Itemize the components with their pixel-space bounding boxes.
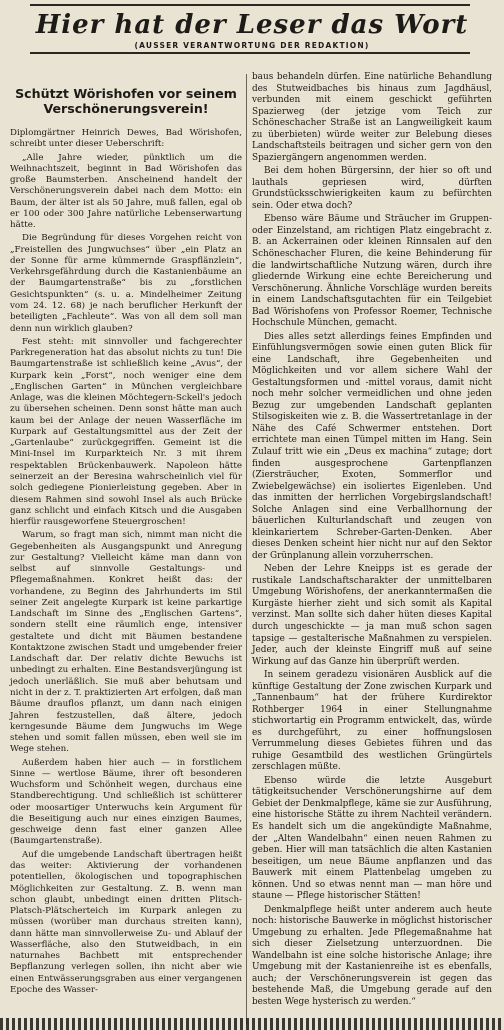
masthead-rule-top: [30, 4, 470, 6]
article-paragraph: Ebenso würde die letzte Ausgeburt tätigkeitsuchender Verschönerungshirne auf dem Gebiet der Denkmalpflege, käme sie zur Ausführung, eine historische Stätte zu ihrem Nachteil verändern. Es handelt sich um die angekündigte Maßnahme, der „Alten Wandelbahn“ einen neuen Rahmen zu geben. Hier will man tatsächlich die alten Kastanien beseitigen, um neue Bäume anpflanzen und das Bauwerk mit einem Plattenbelag umgeben zu können. Und so etwas nennt man — man höre und staune — Pflege historischer Stätten!: [252, 775, 492, 902]
article-paragraph: Neben der Lehre Kneipps ist es gerade der rustikale Landschaftscharakter der unmittelbaren Umgebung Wörishofens, der anerkanntermaßen die Kurgäste hierher zieht und sich somit als Kapital verzinst. Man sollte sich daher hüten dieses Kapital durch ungeschickte — ja man muß schon sagen tapsige — gestalterische Maßnahmen zu verspielen. Jeder, auch der kleinste Eingriff muß auf seine Wirkung auf das Ganze hin überprüft werden.: [252, 564, 492, 667]
page-bottom-border: [0, 1018, 504, 1030]
article-paragraph: Warum, so fragt man sich, nimmt man nicht die Gegebenheiten als Ausgangspunkt und Anregung zur Gestaltung? Vielleicht käme man dann von selbst auf sinnvolle Gestaltungs- und Pflegemaßnahmen. Konkret heißt das: der vorhandene, zu Beginn des Jahrhunderts im Stil seiner Zeit angelegte Kurpark ist keine parkartige Landschaft im Sinne des „Englischen Gartens“, sondern stellt eine räumlich enge, intensiver gestaltete und dicht mit Bäumen bestandene Kontaktzone zwischen Stadt und umgebender freier Landschaft dar. Der relativ dichte Bewuchs ist unbedingt zu erhalten. Eine Bestandsverjüngung ist jedoch unerläßlich. Sie muß aber behutsam und nicht in der z. T. praktizierten Art erfolgen, daß man Bäume drauflos pflanzt, um dann nach einigen Jahren festzustellen, daß ältere, jedoch kerngesunde Bäume dem Jungwuchs im Wege stehen und somit fallen müssen, eben weil sie im Wege stehen.: [10, 530, 242, 755]
article-paragraph: „Alle Jahre wieder, pünktlich um die Weihnachtszeit, beginnt in Bad Wörishofen das große Baumsterben. Anscheinend handelt der Verschönerungsverein dabei nach dem Motto: ein Baum, der älter ist als 50 Jahre, muß fallen, egal ob er 100 oder 300 Jahre natürliche Lebenserwartung hätte.: [10, 152, 242, 231]
article-column-right: [252, 72, 492, 1011]
article-paragraph: Bei dem hohen Bürgersinn, der hier so oft und lauthals gepriesen wird, dürften Grundstücksschwierigkeiten kaum zu befürchten sein. Oder etwa doch?: [252, 166, 492, 211]
article-paragraph: Diplomgärtner Heinrich Dewes, Bad Wörishofen, schreibt unter dieser Ueberschrift:: [10, 128, 242, 150]
article-headline: Schützt Wörishofen vor seinem Verschönerungsverein!: [15, 86, 237, 116]
article-paragraph: Auf die umgebende Landschaft übertragen heißt das weiter: Aktivierung der vorhandenen potentiellen, ökologischen und topographischen Möglichkeiten zur Gestaltung. Z. B. wenn man schon glaubt, unbedingt einen dritten Plitsch-Platsch-Plätscherteich im Kurpark anlegen zu müssen (worüber man durchaus streiten kann), dann hätte man sinnvollerweise Zu- und Ablauf der Wasserfläche, also den Stutweidbach, in ein naturnahes Bachbett mit entsprechender Bepflanzung verlegen sollen, ihn nicht aber wie einen Entwässerungsgraben aus einer vergangenen Epoche des Wasser-: [10, 849, 242, 995]
article-paragraph: baus behandeln dürfen. Eine natürliche Behandlung des Stutweidbaches bis hinaus zum Jagdhäusl, verbunden mit einem geschickt geführten Spazierweg (der jetzige vom Teich zur Schöneschacher Straße ist an Langweiligkeit kaum zu überbieten) würde weiter zur Belebung dieses Landschaftsteils beitragen und sicher gern von den Spaziergängern angenommen werden.: [252, 72, 492, 163]
article-column-left: [10, 76, 242, 998]
article-paragraph: Außerdem haben hier auch — in forstlichem Sinne — wertlose Bäume, ihrer oft besonderen Wuchsform und Schönheit wegen, durchaus eine Standberechtigung. Und schließlich ist schütterer oder moosartiger Unterwuchs kein Argument für die Beseitigung auch nur eines einzigen Baumes, geschweige denn fast einer ganzen Allee (Baumgartenstraße).: [10, 757, 242, 847]
article-paragraph: Ebenso wäre Bäume und Sträucher im Gruppen- oder Einzelstand, am richtigen Platz eingebracht z. B. an Ackerrainen oder kleinen Rinnsalen auf den Schöneschacher Fluren, die keine Behinderung für die landwirtschaftliche Nutzung wären, durch ihre gliedernde Wirkung eine echte Bereicherung und Verschönerung. Ähnliche Vorschläge wurden bereits in einem Landschaftsgutachten für ein Teilgebiet Bad Wörishofens von Professor Roemer, Technische Hochschule München, gemacht.: [252, 214, 492, 329]
article-paragraph: Fest steht: mit sinnvoller und fachgerechter Parkregeneration hat das absolut nichts zu tun! Die Baumgartenstraße ist schließlich keine „Avus“, der Kurpark kein „Forst“, noch weniger eine dem „Englischen Garten“ in München vergleichbare Anlage, was die kleinen Möchtegern-Sckell's jedoch zu übersehen scheinen. Denn sonst hätte man auch kaum bei der Anlage der neuen Wasserfläche im Kurpark auf Gestaltungsmittel aus der Zeit der „Gartenlaube“ zurückgegriffen. Gemeint ist die Mini-Insel im Kurparkteich Nr. 3 mit ihrem respektablen Brückenbauwerk. Napoleon hätte seinerzeit an der Beresina wahrscheinlich viel für solch gediegene Pionierleistung gegeben. Aber in diesem Rahmen sind sowohl Insel als auch Brücke ganz schlicht und einfach Kitsch und die Ausgaben hierfür rausgeworfene Steuergroschen!: [10, 336, 242, 528]
masthead-subtitle: (AUSSER VERANTWORTUNG DER REDAKTION): [134, 41, 370, 50]
masthead-title: Hier hat der Leser das Wort: [35, 10, 469, 40]
article-paragraph: In seinem geradezu visionären Ausblick auf die künftige Gestaltung der Zone zwischen Kurpark und „Tannenbaum“ hat der frühere Kurdirektor Rothberger 1964 in einer Stellungnahme stichwortartig ein Programm entwickelt, das, würde es durchgeführt, zu einer hoffnungslosen Verrummelung dieses Gebietes führen und das ruhige Gesamtbild des westlichen Grüngürtels zerschlagen müßte.: [252, 670, 492, 773]
article-paragraph: Denkmalpflege heißt unter anderem auch heute noch: historische Bauwerke in möglichst historischer Umgebung zu erhalten. Jede Pflegemaßnahme hat sich dieser Zielsetzung unterzuordnen. Die Wandelbahn ist eine solche historische Anlage; ihre Umgebung mit der Kastanienreihe ist es ebenfalls, auch; der Verschönerungsverein ist gegen das bestehende Maß, die Umgebung gerade auf den besten Wege hysterisch zu werden.“: [252, 904, 492, 1007]
masthead-rule-bottom: [30, 52, 470, 54]
article-paragraph: Dies alles setzt allerdings feines Empfinden und Einfühlungsvermögen sowie einen guten Blick für eine Landschaft, ihre Gegebenheiten und Möglichkeiten und vor allem sichere Wahl der Gestaltungsformen und -mittel voraus, damit nicht noch mehr solcher vermeidlichen und ohne jeden Bezug zur umgebenden Landschaft geplanten Stilsogiskeiten wie z. B. die Wassertretanlage in der Nähe des Café Schwermer entstehen. Dort errichtete man einen Tümpel mitten im Hang. Sein Zulauf tritt wie ein „Deus ex machina“ zutage; dort finden ausgesprochene Gartenpflanzen (Ziersträucher, Exoten, Sommerflor und Zwiebelgewächse) ein isoliertes Eigenleben. Und das inmitten der herrlichen Vorgebirgslandschaft! Solche Anlagen sind eine Verballhornung der bäuerlichen Kulturlandschaft und zeugen von kleinkariertem Schreber-Garten-Denken. Aber dieses Denken scheint hier nicht nur auf den Sektor der Grünplanung allein vorzuherrschen.: [252, 331, 492, 561]
masthead: [8, 0, 496, 62]
column-divider: [246, 74, 247, 1024]
article-paragraph: Die Begründung für dieses Vorgehen reicht von „Freistellen des Jungwuchses“ über „ein Platz an der Sonne für arme kümmernde Graspflänzlein“, Verkehrsgefährdung durch die Kastanienbäume an der Baumgartenstraße“ bis zu „forstlichen Gesichtspunkten“ (s. u. a. Mindelheimer Zeitung vom 24. 12. 68) je nach beruflicher Herkunft der beteiligten „Fachleute“. Was von all dem soll man denn nun wirklich glauben?: [10, 233, 242, 334]
